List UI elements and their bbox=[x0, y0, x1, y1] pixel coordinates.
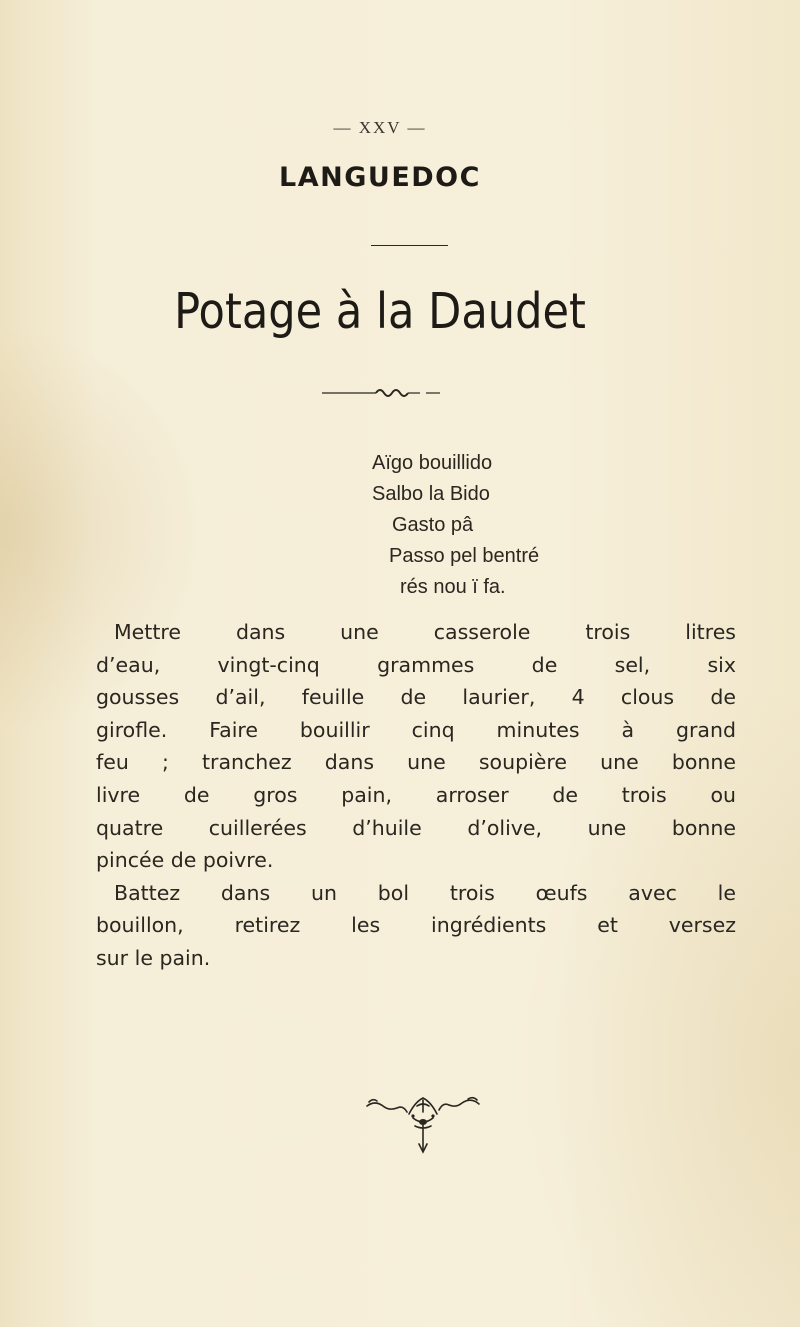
paragraph-line: gousses d’ail, feuille de laurier, 4 clous de bbox=[96, 685, 736, 710]
scroll-ornament-icon bbox=[0, 385, 760, 399]
heading-rule bbox=[371, 245, 448, 246]
paragraph-line: feu ; tranchez dans une soupière une bonne bbox=[96, 750, 736, 775]
floral-tailpiece-icon bbox=[353, 1092, 493, 1156]
verse-line: Gasto pâ bbox=[392, 514, 474, 536]
paragraph-line: Mettre dans une casserole trois litres bbox=[114, 620, 736, 644]
paragraph-line: quatre cuillerées d’huile d’olive, une bonne bbox=[96, 815, 736, 840]
recipe-instructions bbox=[96, 616, 736, 975]
paragraph-line: Battez dans un bol trois œufs avec le bbox=[114, 880, 736, 905]
paragraph-line: livre de gros pain, arroser de trois ou bbox=[96, 782, 736, 807]
paragraph-line: sur le pain. bbox=[96, 945, 211, 970]
verse-line: Aïgo bouillido bbox=[372, 452, 493, 474]
verse-line: rés nou ï fa. bbox=[400, 576, 506, 598]
verse-line: Salbo la Bido bbox=[372, 483, 490, 505]
verse-line: Passo pel bentré bbox=[389, 545, 540, 567]
paragraph-line: bouillon, retirez les ingrédients et versez bbox=[96, 913, 736, 938]
paragraph-line: girofle. Faire bouillir cinq minutes à grand bbox=[96, 717, 736, 742]
paragraph-line: d’eau, vingt-cinq grammes de sel, six bbox=[96, 652, 736, 677]
page-number: — XXV — bbox=[333, 118, 427, 137]
paragraph-line: pincée de poivre. bbox=[96, 848, 274, 873]
recipe-title: Potage à la Daudet bbox=[174, 283, 586, 340]
region-heading: LANGUEDOC bbox=[279, 162, 481, 193]
